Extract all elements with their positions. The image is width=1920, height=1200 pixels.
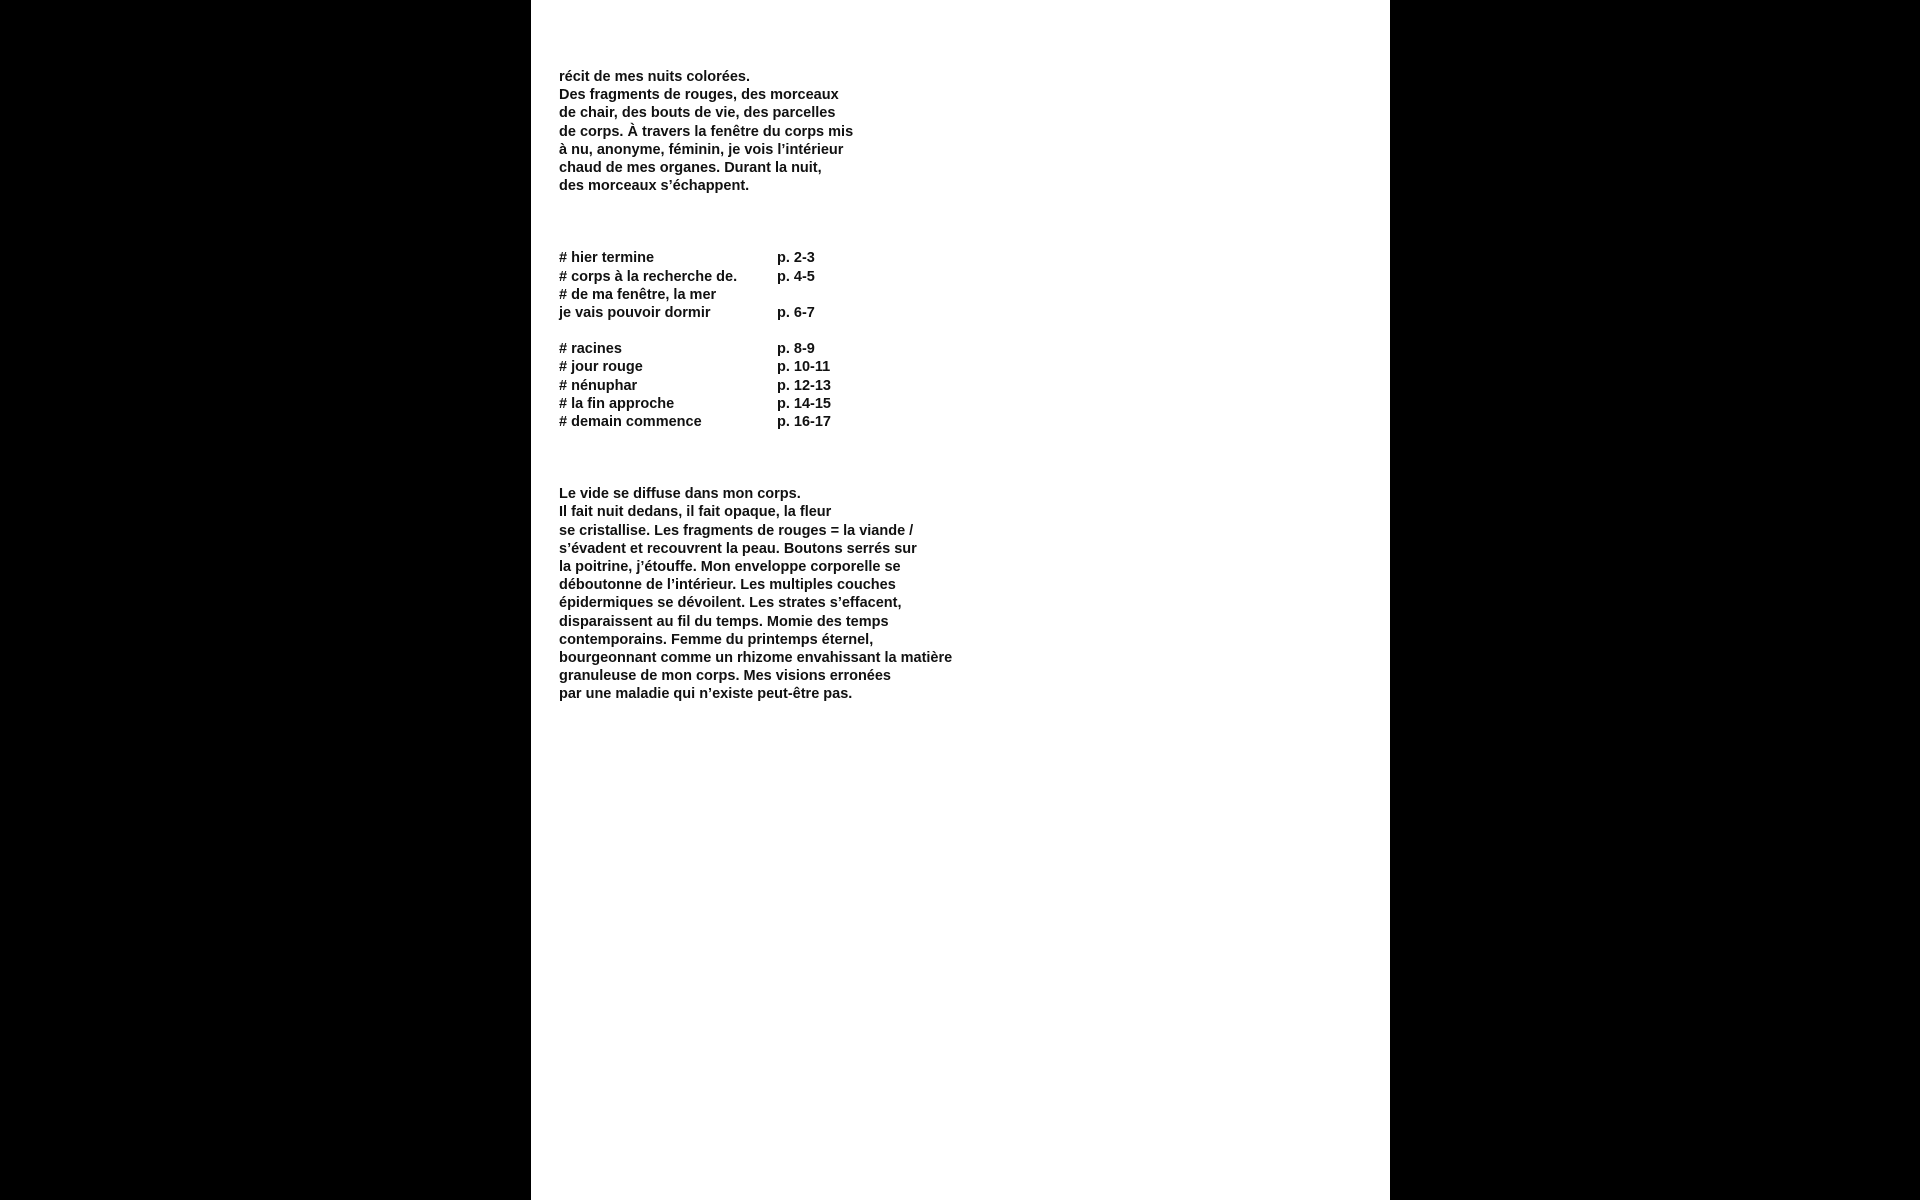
table-of-contents: [559, 249, 952, 431]
document-page: [531, 0, 1390, 1200]
text-line: se cristallise. Les fragments de rouges = la viande /: [559, 522, 914, 539]
toc-entry-pages: p. 8-9: [777, 341, 815, 358]
toc-group: [559, 249, 952, 322]
text-line: Des fragments de rouges, des morceaux: [559, 87, 839, 104]
toc-entry-pages: p. 4-5: [777, 268, 815, 285]
toc-entry-pages: p. 6-7: [777, 305, 815, 322]
toc-entry: [559, 286, 952, 304]
text-line: des morceaux s’échappent.: [559, 178, 750, 195]
toc-entry: [559, 268, 952, 286]
text-line: par une maladie qui n’existe peut-être pas.: [559, 686, 853, 703]
text-line: de chair, des bouts de vie, des parcelles: [559, 105, 836, 122]
toc-entry-pages: p. 14-15: [777, 395, 831, 412]
text-line: granuleuse de mon corps. Mes visions erronées: [559, 668, 891, 685]
toc-entry-pages: p. 16-17: [777, 414, 831, 431]
toc-entry: [559, 358, 952, 376]
toc-entry: [559, 395, 952, 413]
text-line: de corps. À travers la fenêtre du corps mis: [559, 123, 854, 140]
toc-entry-title: # jour rouge: [559, 359, 643, 376]
text-line: contemporains. Femme du printemps éternel,: [559, 631, 874, 648]
toc-entry-pages: p. 10-11: [777, 359, 831, 376]
text-line: récit de mes nuits colorées.: [559, 69, 750, 85]
text-line: épidermiques se dévoilent. Les strates s’effacent,: [559, 595, 902, 612]
toc-entry-title: # hier termine: [559, 250, 655, 267]
toc-entry-title: # de ma fenêtre, la mer: [559, 286, 717, 303]
toc-entry: [559, 249, 952, 267]
toc-entry-title: # la fin approche: [559, 395, 675, 412]
text-line: la poitrine, j’étouffe. Mon enveloppe corporelle se: [559, 559, 901, 576]
body-paragraph: [559, 485, 952, 703]
text-line: déboutonne de l’intérieur. Les multiples couches: [559, 577, 896, 594]
text-line: disparaissent au fil du temps. Momie des temps: [559, 613, 889, 630]
text-line: Le vide se diffuse dans mon corps.: [559, 486, 801, 503]
intro-paragraph: [559, 68, 952, 195]
toc-entry: [559, 340, 952, 358]
toc-entry-title: je vais pouvoir dormir: [559, 305, 711, 322]
toc-entry-title: # racines: [559, 341, 622, 358]
text-line: s’évadent et recouvrent la peau. Boutons serrés sur: [559, 540, 917, 557]
toc-entry: [559, 413, 952, 431]
toc-group: [559, 340, 952, 431]
text-line: à nu, anonyme, féminin, je vois l’intérieur: [559, 141, 844, 158]
text-line: Il fait nuit dedans, il fait opaque, la fleur: [559, 504, 832, 521]
toc-entry: [559, 377, 952, 395]
page-content: [559, 68, 952, 704]
toc-entry: [559, 304, 952, 322]
toc-entry-title: # demain commence: [559, 414, 702, 431]
toc-entry-pages: p. 12-13: [777, 377, 831, 394]
toc-entry-pages: p. 2-3: [777, 250, 815, 267]
toc-entry-title: # nénuphar: [559, 377, 638, 394]
text-line: bourgeonnant comme un rhizome envahissant la matière: [559, 650, 953, 667]
text-line: chaud de mes organes. Durant la nuit,: [559, 160, 822, 177]
toc-entry-title: # corps à la recherche de.: [559, 268, 738, 285]
